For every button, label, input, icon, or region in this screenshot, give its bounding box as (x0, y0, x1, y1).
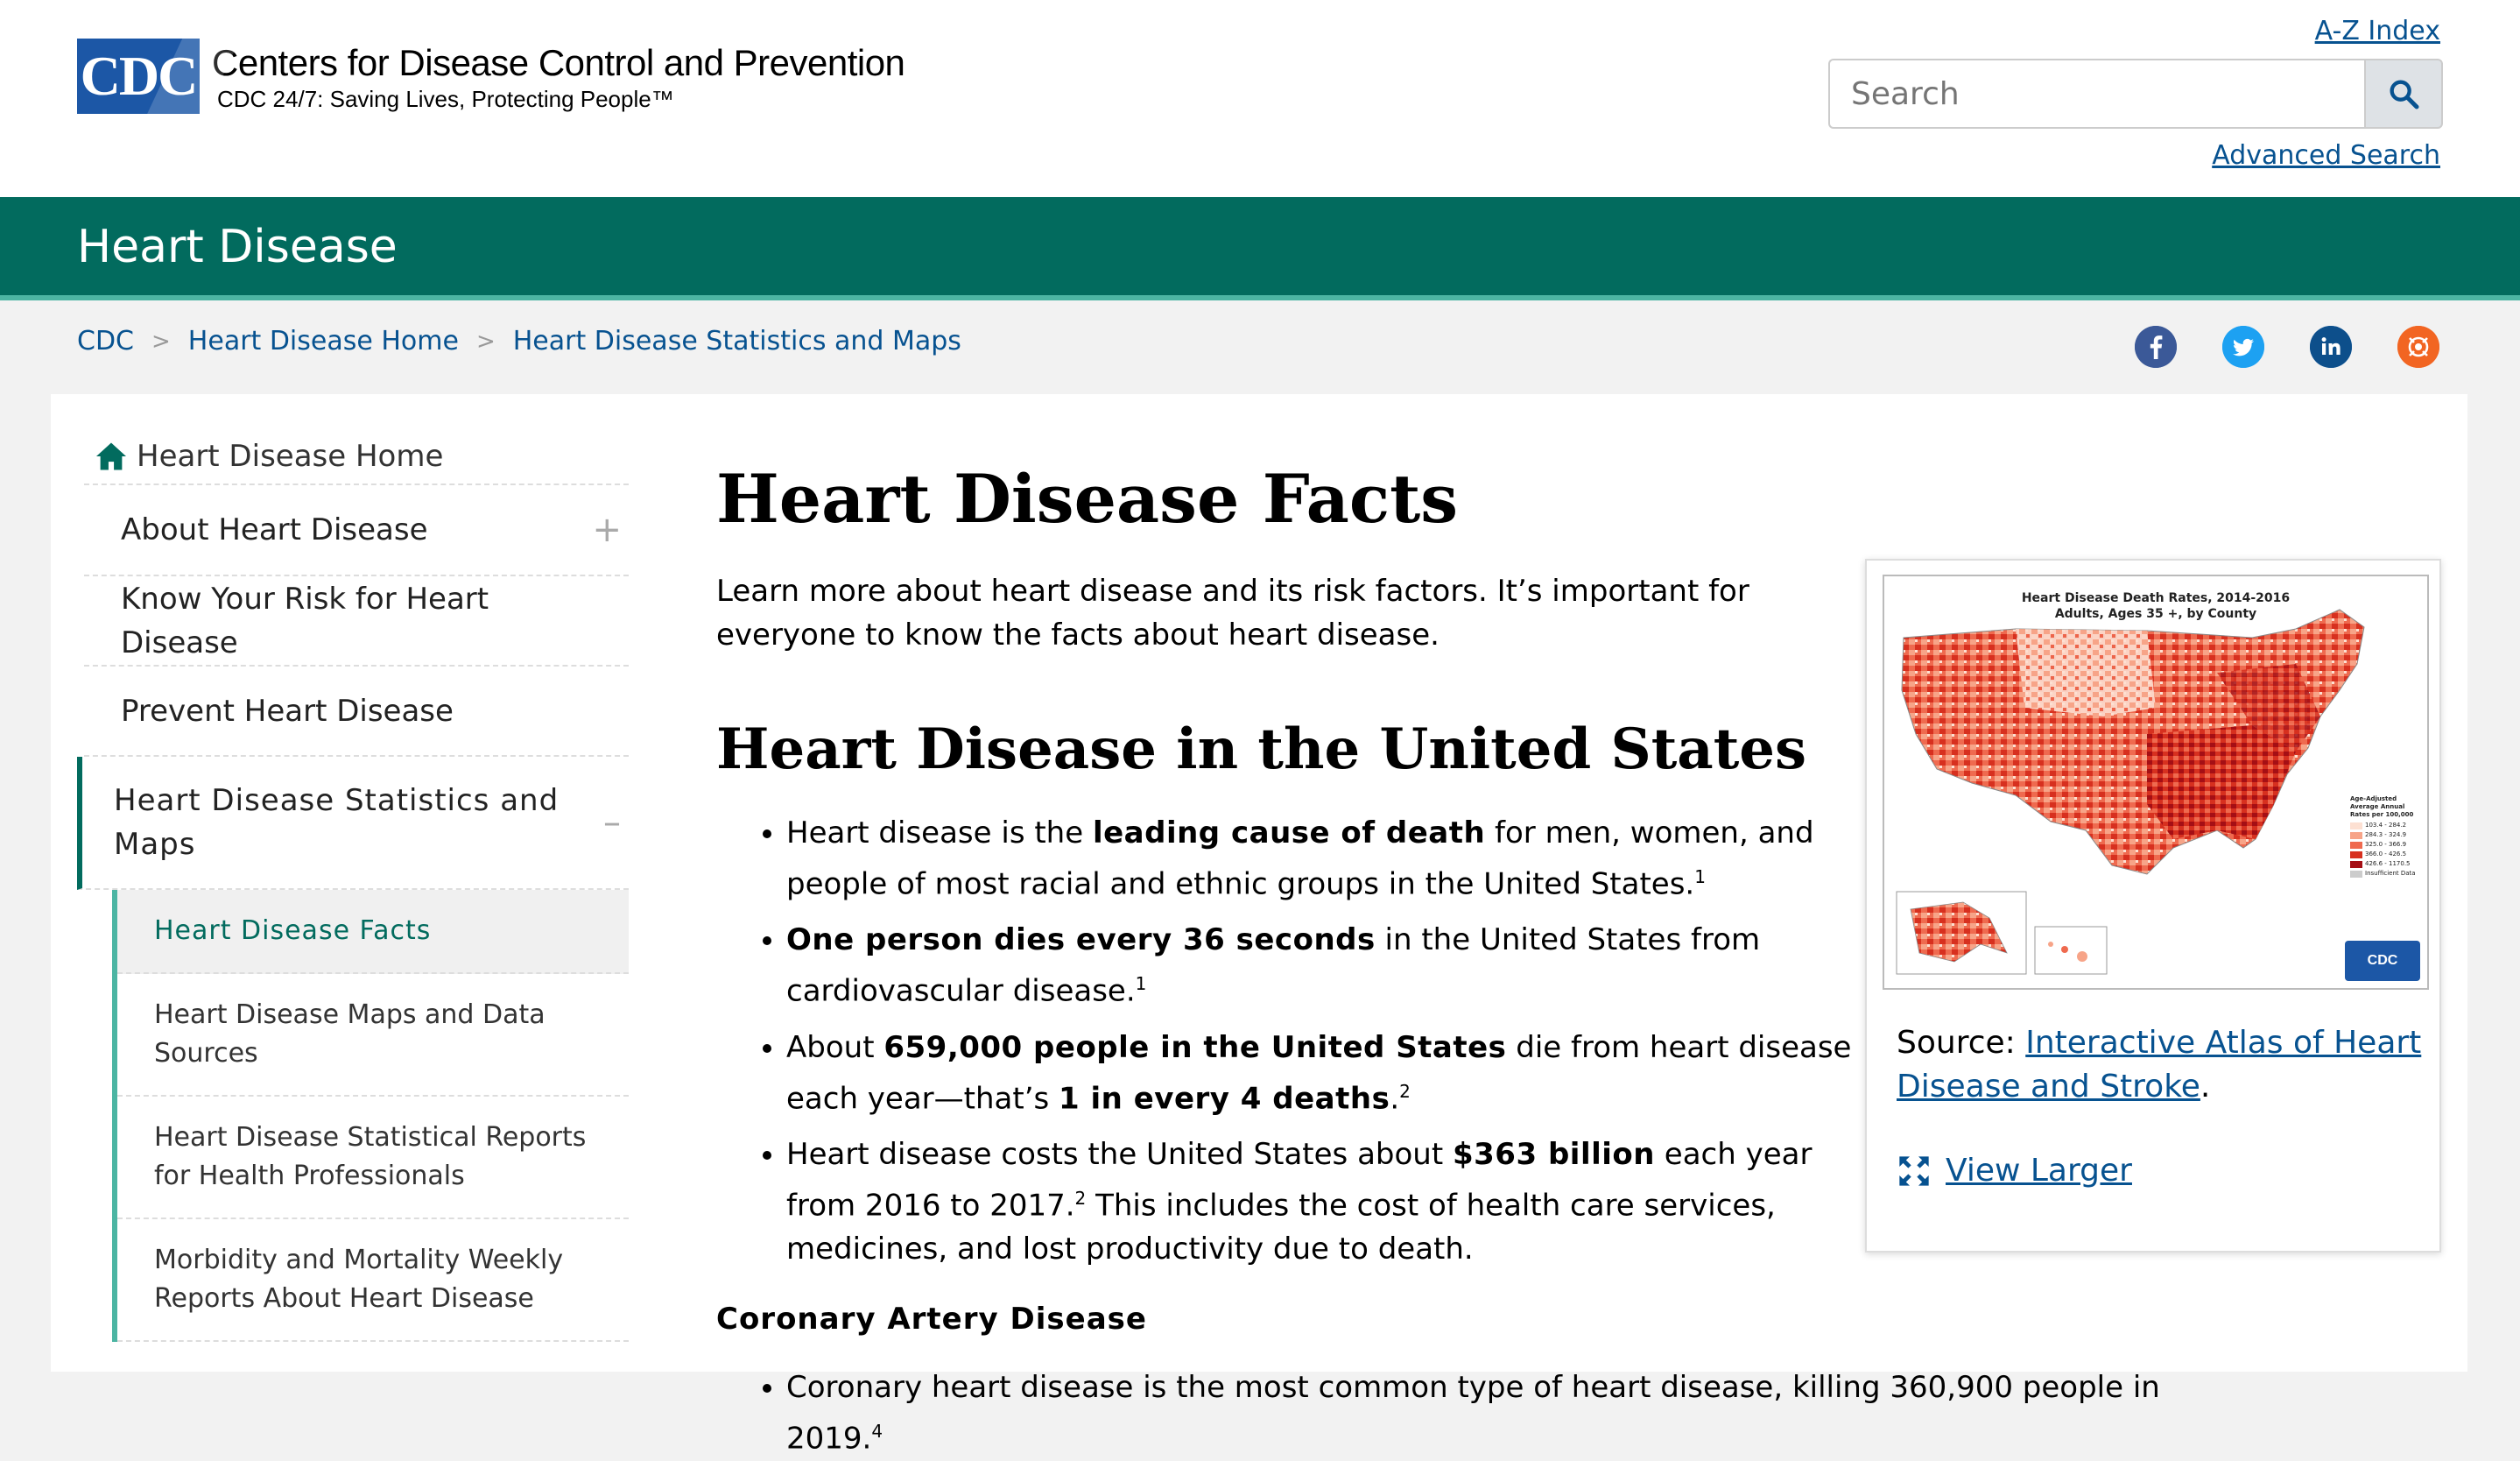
map-legend: Age-Adjusted Average Annual Rates per 100,000 103.4 - 284.2 284.3 - 324.9 325.0 - 366.9 366.0 - 426.5 426.6 - 1170.5 Insufficient Data (2350, 795, 2416, 877)
sidebar-home[interactable] (84, 429, 629, 485)
subnav-label: Heart Disease Maps and Data Sources (154, 999, 546, 1069)
cdc-logo[interactable] (77, 39, 905, 114)
chevron-right-icon: > (475, 328, 496, 355)
footnote-ref[interactable]: 1 (1135, 973, 1147, 995)
footnote-ref[interactable]: 2 (1074, 1187, 1087, 1209)
sidebar-item-know-risk[interactable] (84, 576, 629, 667)
us-map-graphic (1884, 576, 2427, 988)
sidebar-item-prevent[interactable] (84, 667, 629, 757)
facebook-icon[interactable] (2135, 326, 2177, 368)
subnav-label: Heart Disease Facts (154, 915, 432, 946)
sidebar-home-label: Heart Disease Home (137, 439, 444, 474)
cad-list (716, 1366, 2160, 1460)
facts-list (716, 811, 1890, 1271)
intro-paragraph: Learn more about heart disease and its risk factors. It’s important for everyone to know the facts about heart disease. (716, 574, 1749, 653)
site-header (0, 0, 2520, 197)
source-link[interactable]: Interactive Atlas of Heart Disease and Stroke (1897, 1025, 2422, 1105)
search-icon (2386, 76, 2421, 111)
syndicate-icon[interactable] (2397, 326, 2439, 368)
linkedin-icon[interactable] (2310, 326, 2352, 368)
breadcrumb-statistics-maps[interactable]: Heart Disease Statistics and Maps (512, 326, 961, 356)
sidebar-item-statistics-maps[interactable] (77, 757, 629, 890)
cdc-badge: CDC (2345, 941, 2420, 981)
sidebar-item-label: Know Your Risk for Heart Disease (121, 581, 489, 660)
breadcrumb (77, 326, 961, 356)
topic-title-bar (0, 197, 2520, 300)
map-source: Source: Interactive Atlas of Heart Disease and Stroke. (1897, 1025, 2422, 1105)
social-share (2135, 326, 2439, 368)
footnote-ref[interactable]: 2 (1399, 1080, 1411, 1102)
sidebar-subnav (112, 890, 629, 1342)
sidebar-item-about[interactable] (84, 485, 629, 576)
breadcrumb-heart-disease-home[interactable]: Heart Disease Home (187, 326, 459, 356)
expand-icon (1897, 1154, 1932, 1189)
breadcrumb-cdc[interactable]: CDC (77, 326, 134, 356)
subnav-maps-data-sources[interactable] (117, 974, 629, 1097)
search-input[interactable] (1828, 59, 2364, 129)
advanced-search-link[interactable]: Advanced Search (2212, 140, 2440, 171)
heart-disease-map-image[interactable] (1883, 575, 2429, 990)
subnav-label: Morbidity and Mortality Weekly Reports About Heart Disease (154, 1245, 564, 1314)
list-item: • Heart disease is the leading cause of death for men, women, and people of most racial and ethnic groups in the United States.$^1$ (786, 811, 1863, 906)
search-bar (1828, 59, 2443, 129)
list-item: • About 659,000 people in the United States die from heart disease each year—that’s 1 in every 4 deaths.$^2$ (786, 1026, 1863, 1120)
sidebar-item-label: Prevent Heart Disease (121, 693, 454, 729)
expand-plus-icon[interactable]: + (592, 510, 622, 550)
list-item: • Heart disease costs the United States about $363 billion each year from 2016 to 2017.$^2$ This includes the cost of health care services, medicines, and lost productivity due to death. (786, 1133, 1863, 1271)
page-title: Heart Disease Facts (716, 460, 1458, 538)
view-larger-link[interactable]: View Larger (1946, 1153, 2132, 1189)
footnote-ref[interactable]: 1 (1694, 866, 1706, 887)
home-icon (95, 441, 128, 471)
search-button[interactable] (2364, 59, 2443, 129)
footnote-ref[interactable]: 4 (871, 1421, 883, 1443)
section-heading: Heart Disease in the United States (716, 716, 1807, 782)
topic-title[interactable]: Heart Disease (77, 221, 398, 273)
chevron-right-icon: > (151, 328, 171, 355)
collapse-minus-icon[interactable]: – (603, 802, 622, 843)
map-title: Heart Disease Death Rates, 2014-2016 Adults, Ages 35 +, by County (2021, 591, 2291, 621)
sidebar-item-label: About Heart Disease (121, 512, 428, 547)
az-index-link[interactable]: A-Z Index (2314, 16, 2440, 46)
sidebar-item-label: Heart Disease Statistics and Maps (114, 783, 560, 862)
logo-title: Centers for Disease Control and Prevention (212, 42, 905, 83)
subsection-heading: Coronary Artery Disease (716, 1302, 1147, 1337)
subnav-mmwr[interactable] (117, 1219, 629, 1342)
map-figure (1865, 559, 2441, 1253)
twitter-icon[interactable] (2222, 326, 2264, 368)
subnav-heart-disease-facts[interactable] (117, 890, 629, 974)
subnav-statistical-reports[interactable] (117, 1097, 629, 1219)
list-item: • Coronary heart disease is the most common type of heart disease, killing 360,900 people in 2019.$^4$ (786, 1366, 2187, 1460)
subnav-label: Heart Disease Statistical Reports for Health Professionals (154, 1122, 587, 1191)
logo-tagline: CDC 24/7: Saving Lives, Protecting People™ (217, 86, 674, 112)
main-content-card (51, 394, 2467, 1457)
list-item: • One person dies every 36 seconds in the United States from cardiovascular disease.$^1$ (786, 918, 1863, 1013)
view-larger-control[interactable] (1897, 1153, 2132, 1189)
left-nav (84, 429, 629, 1342)
cdc-logo-mark: CDC (77, 39, 200, 114)
